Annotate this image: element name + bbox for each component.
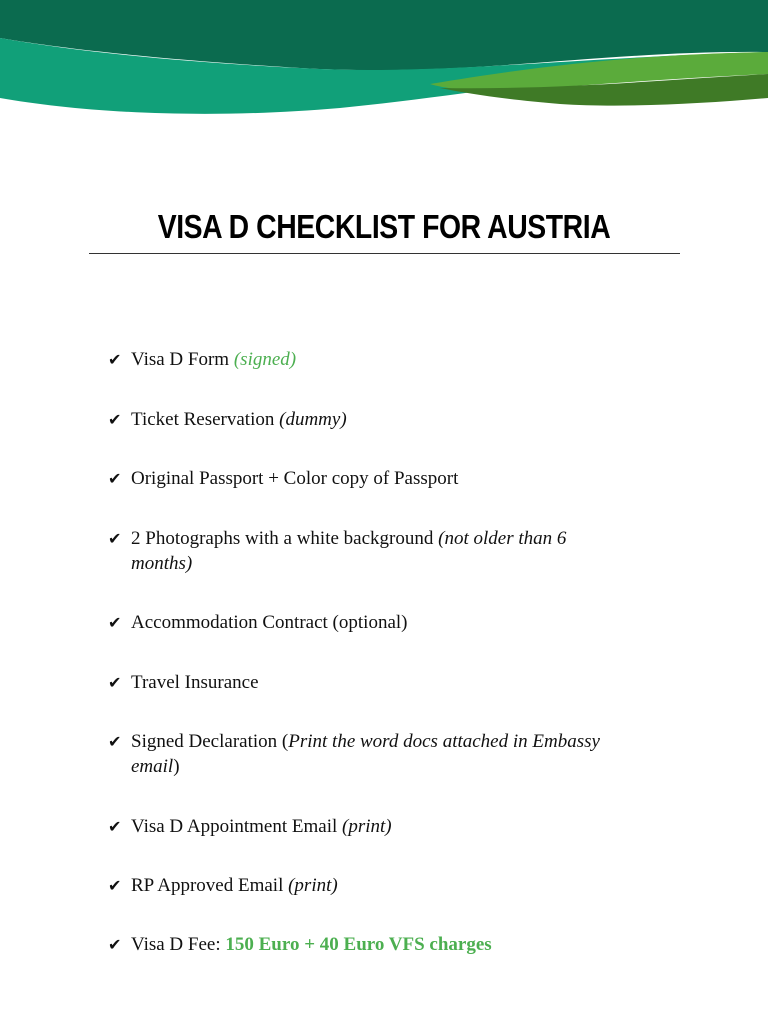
item-note: (print) bbox=[342, 816, 392, 837]
item-text: Travel Insurance bbox=[131, 672, 259, 693]
checklist-item bbox=[108, 610, 608, 635]
item-note: (signed) bbox=[233, 349, 297, 370]
item-text: Visa D Form bbox=[131, 349, 234, 370]
checklist-item bbox=[108, 873, 608, 898]
checklist-item bbox=[108, 347, 608, 372]
checkmark-icon: ✔ bbox=[108, 469, 122, 488]
checklist-item bbox=[108, 932, 608, 957]
item-text: Original Passport + Color copy of Passport bbox=[131, 468, 459, 489]
item-note: (print) bbox=[288, 875, 338, 896]
page-title: VISA D CHECKLIST FOR AUSTRIA bbox=[157, 208, 611, 245]
fee-amount: 150 Euro + 40 Euro VFS charges bbox=[225, 934, 492, 955]
checkmark-icon: ✔ bbox=[108, 529, 122, 548]
item-note: (not older than 6 months) bbox=[131, 528, 567, 574]
item-text: Accommodation Contract (optional) bbox=[131, 612, 408, 633]
item-note: (dummy) bbox=[279, 409, 347, 430]
item-text: Signed Declaration ( bbox=[131, 731, 289, 752]
checklist-item bbox=[108, 466, 608, 491]
item-text: Ticket Reservation bbox=[131, 409, 280, 430]
checkmark-icon: ✔ bbox=[108, 350, 122, 369]
item-suffix: ) bbox=[173, 756, 180, 777]
checkmark-icon: ✔ bbox=[108, 673, 122, 692]
checklist-item bbox=[108, 729, 608, 779]
checkmark-icon: ✔ bbox=[108, 613, 122, 632]
checkmark-icon: ✔ bbox=[108, 935, 122, 954]
item-text: RP Approved Email bbox=[131, 875, 289, 896]
checkmark-icon: ✔ bbox=[108, 410, 122, 429]
checklist-item bbox=[108, 526, 608, 576]
checklist-item bbox=[108, 814, 608, 839]
item-text: Visa D Fee: bbox=[131, 934, 226, 955]
checkmark-icon: ✔ bbox=[108, 817, 122, 836]
item-text: 2 Photographs with a white background bbox=[131, 528, 439, 549]
checkmark-icon: ✔ bbox=[108, 732, 122, 751]
item-note: Print the word docs attached in Embassy email bbox=[131, 731, 600, 777]
checkmark-icon: ✔ bbox=[108, 876, 122, 895]
checklist-item bbox=[108, 670, 608, 695]
checklist-item bbox=[108, 407, 608, 432]
item-text: Visa D Appointment Email bbox=[131, 816, 343, 837]
